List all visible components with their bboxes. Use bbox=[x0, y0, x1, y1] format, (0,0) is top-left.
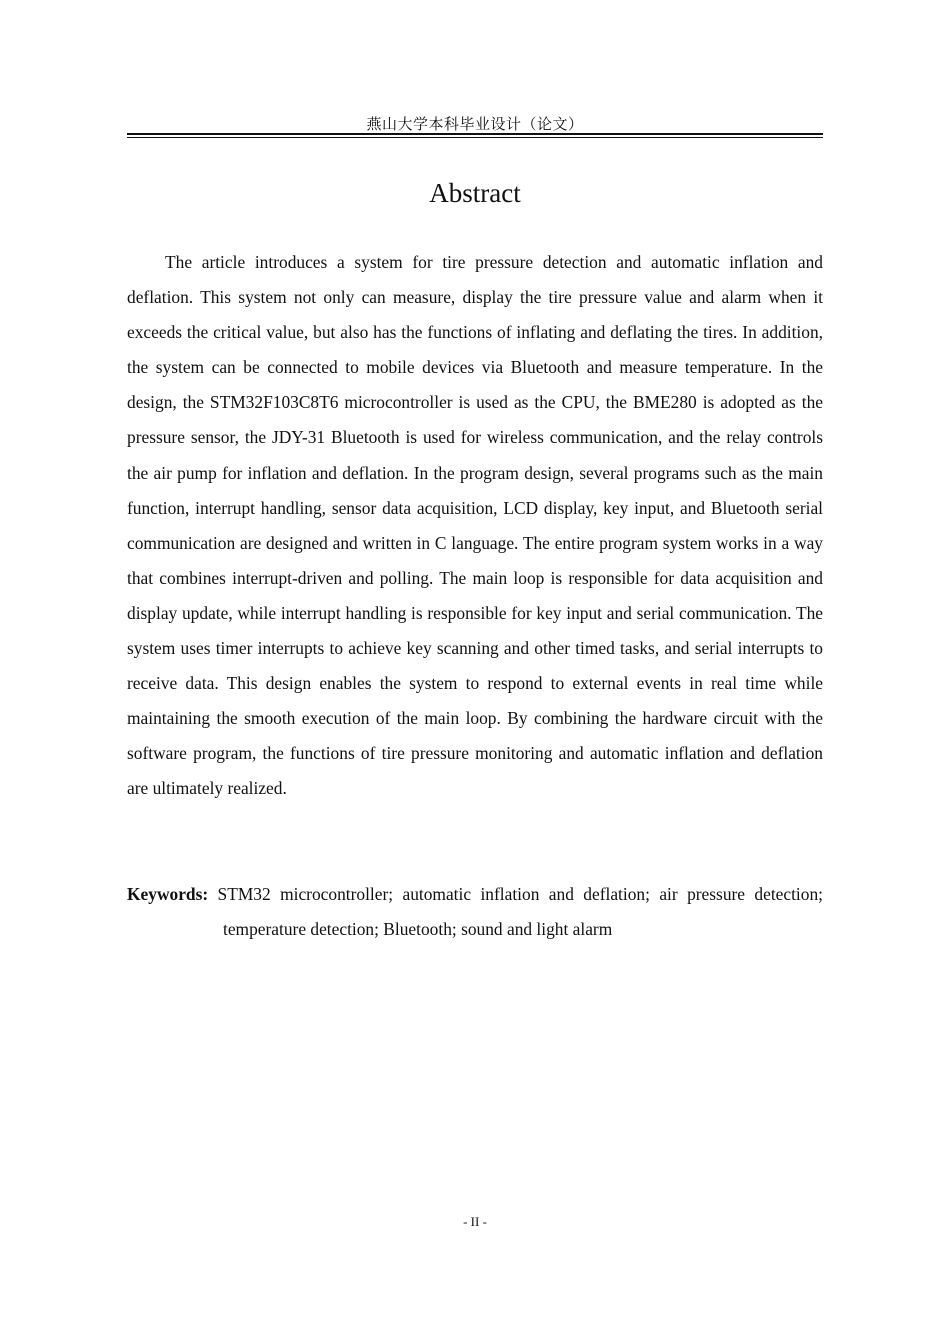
running-header-title: 燕山大学本科毕业设计（论文） bbox=[366, 115, 584, 133]
page-number: - II - bbox=[463, 1214, 487, 1229]
keywords-section bbox=[127, 877, 823, 947]
abstract-title: Abstract bbox=[429, 178, 521, 208]
header-rule-thick bbox=[127, 133, 823, 135]
header-rule-thin bbox=[127, 137, 823, 138]
keywords-text: STM32 microcontroller; automatic inflation and deflation; air pressure detection; temperature detection; Bluetooth; sound and light alarm bbox=[217, 884, 823, 939]
abstract-body: The article introduces a system for tire pressure detection and automatic inflation and deflation. This system not only can measure, display the tire pressure value and alarm when it exceeds the critical value, but also has the functions of inflating and deflating the tires. In addition, the system can be connected to mobile devices via Bluetooth and measure temperature. In the design, the STM32F103C8T6 microcontroller is used as the CPU, the BME280 is adopted as the pressure sensor, the JDY-31 Bluetooth is used for wireless communication, and the relay controls the air pump for inflation and deflation. In the program design, several programs such as the main function, interrupt handling, sensor data acquisition, LCD display, key input, and Bluetooth serial communication are designed and written in C language. The entire program system works in a way that combines interrupt-driven and polling. The main loop is responsible for data acquisition and display update, while interrupt handling is responsible for key input and serial communication. The system uses timer interrupts to achieve key scanning and other timed tasks, and serial interrupts to receive data. This design enables the system to respond to external events in real time while maintaining the smooth execution of the main loop. By combining the hardware circuit with the software program, the functions of tire pressure monitoring and automatic inflation and deflation are ultimately realized. bbox=[127, 252, 823, 799]
keywords-label: Keywords: bbox=[127, 884, 218, 904]
